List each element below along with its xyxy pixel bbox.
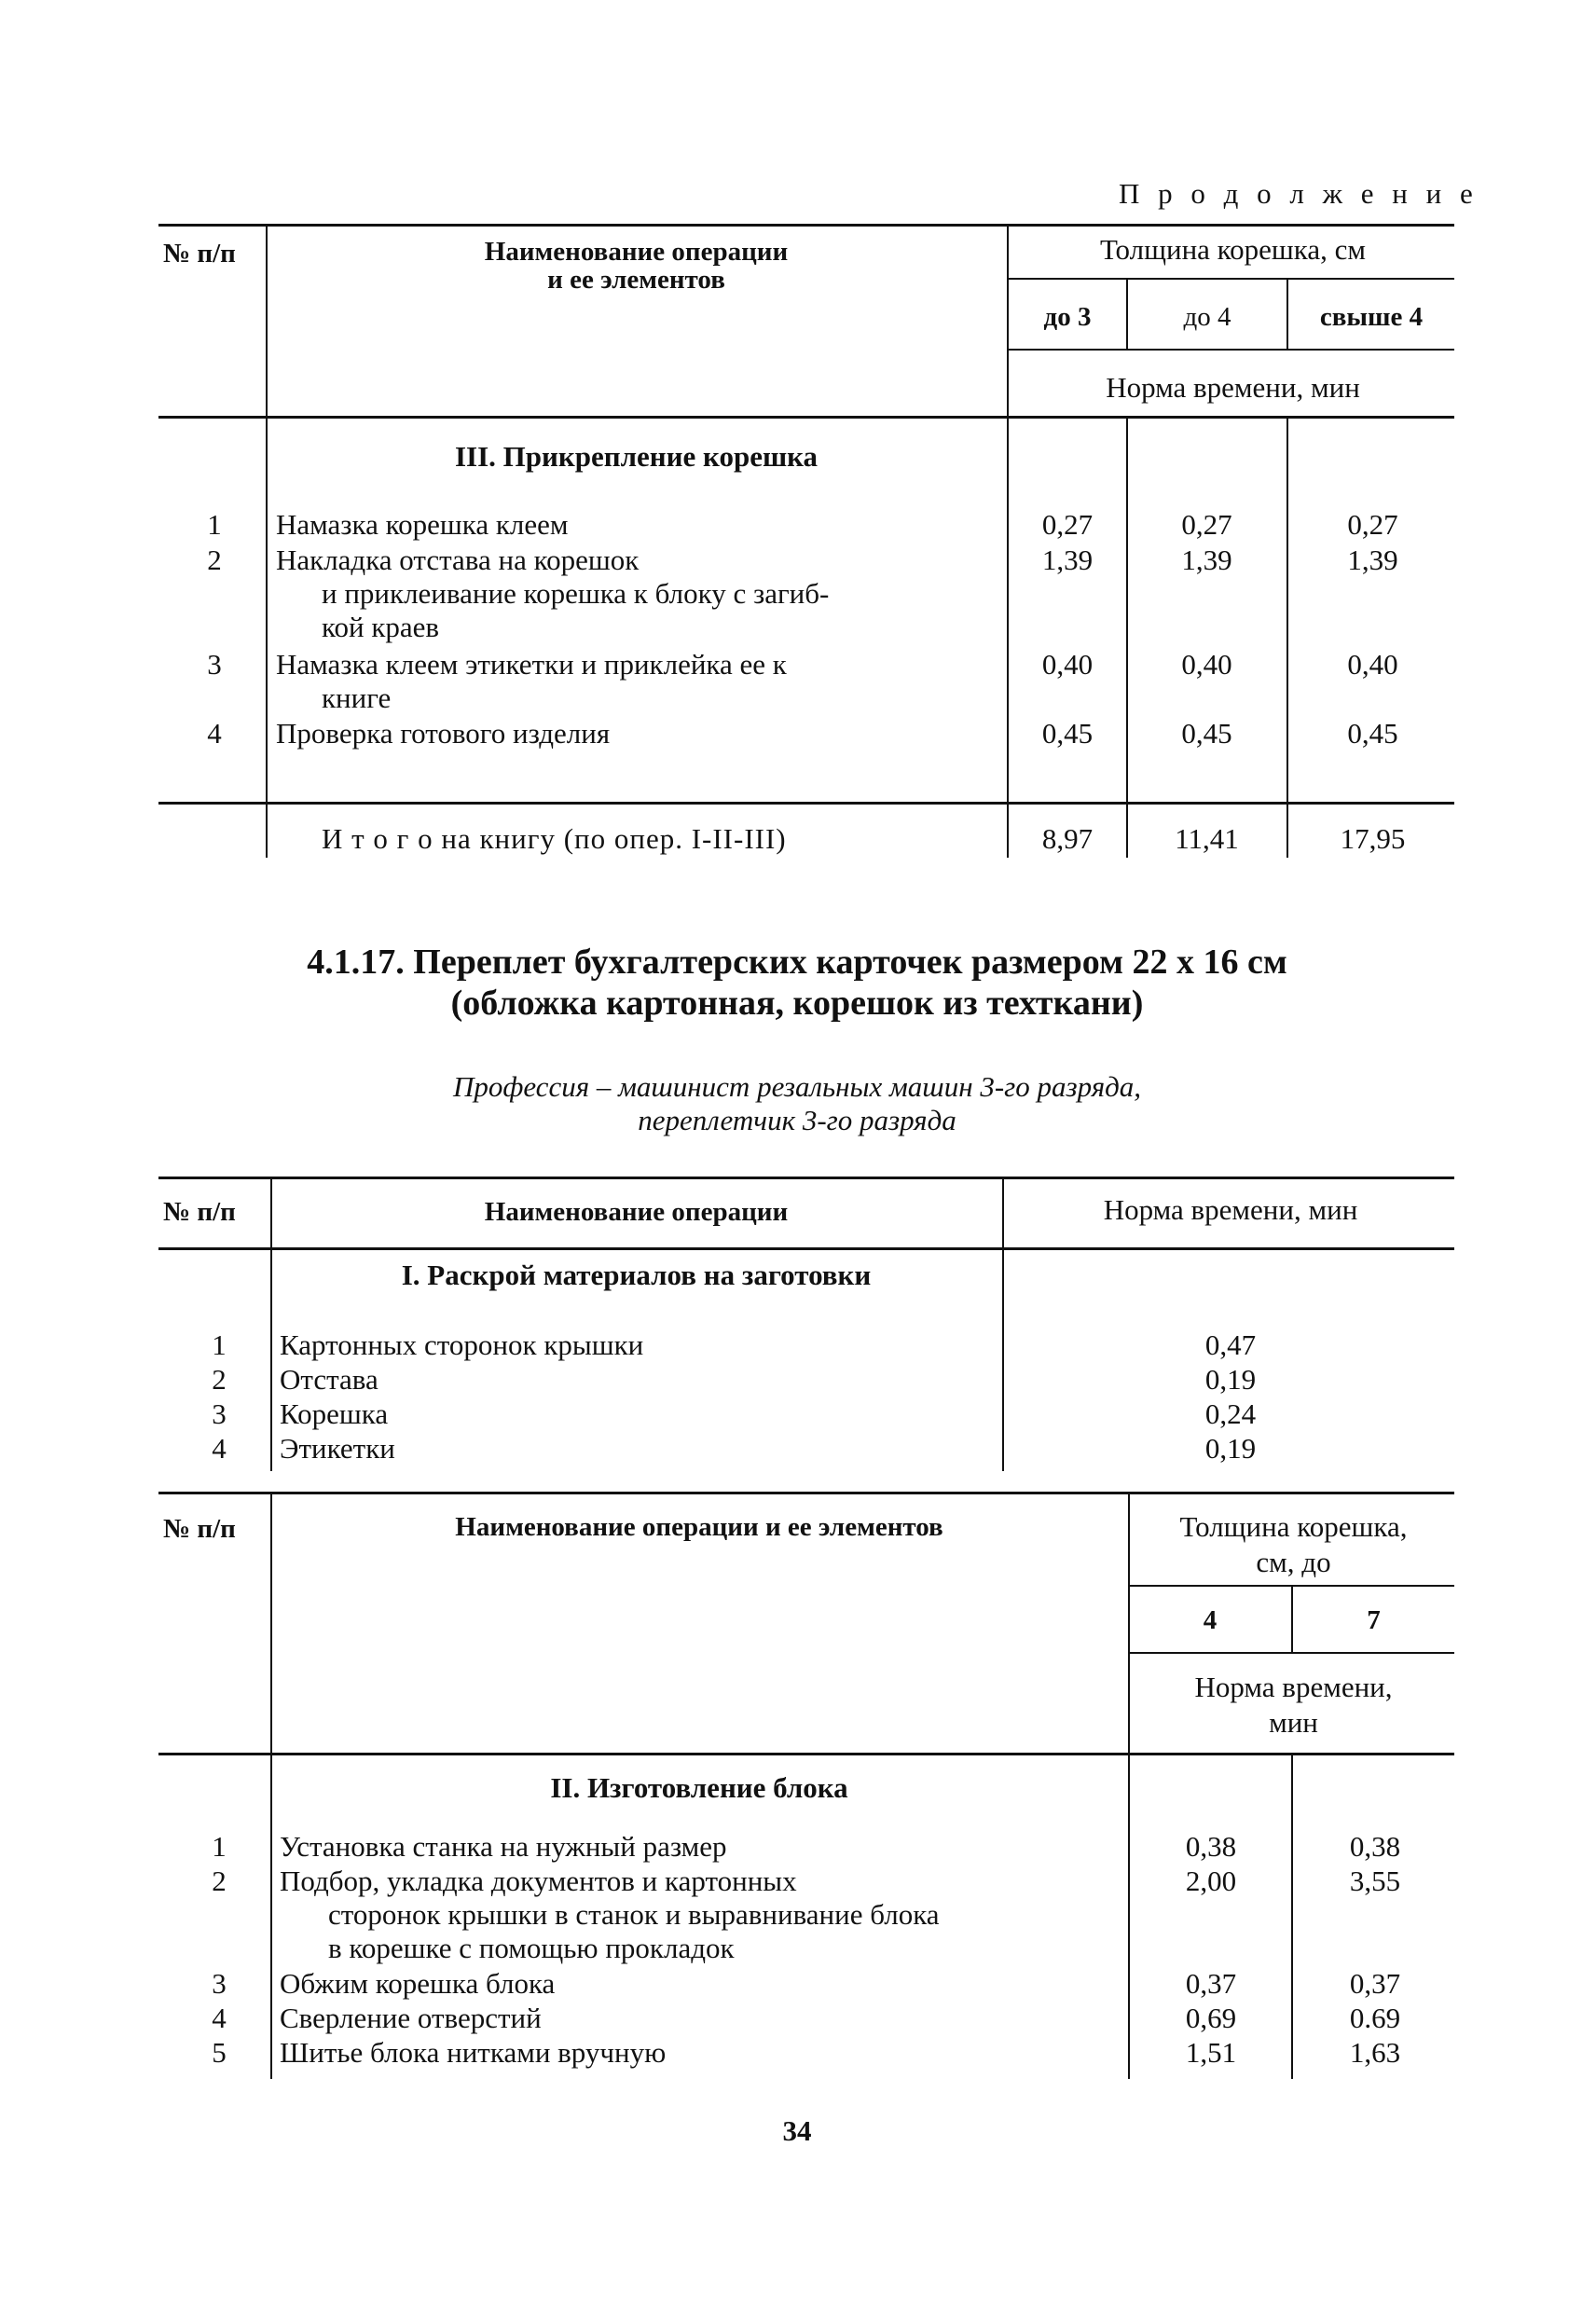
table1-total-label: И т о г о на книгу (по опер. I-II-III) — [322, 822, 787, 855]
table2-col-norm: Норма времени, мин — [1103, 1193, 1358, 1226]
table1-col-name-2: и ее элементов — [547, 265, 725, 295]
table-row-value: 0,69 — [1185, 2002, 1237, 2034]
table2-header-rule — [158, 1247, 1454, 1250]
table-row-value: 0,24 — [1204, 1397, 1257, 1430]
table1-section: III. Прикрепление корешка — [454, 440, 819, 473]
table3-norm-rule — [1128, 1652, 1454, 1654]
table-row-num: 5 — [212, 2036, 227, 2069]
profession-line1: Профессия – машинист резальных машин 3-го разряда, — [452, 1070, 1142, 1103]
profession-line2: переплетчик 3-го разряда — [638, 1104, 956, 1136]
table-row-num: 1 — [207, 508, 222, 541]
table2-top-rule — [158, 1177, 1454, 1179]
continuation-label: П р о д о л ж е н и е — [1119, 177, 1479, 210]
table-row-value: 1,51 — [1185, 2036, 1237, 2069]
table-row-name: сторонок крышки в станок и выравнивание блока — [328, 1898, 940, 1931]
table1-sub-col-3: свыше 4 — [1319, 302, 1424, 332]
table3-col-name: Наименование операции и ее элементов — [455, 1512, 943, 1542]
table-row-name: Установка станка на нужный размер — [280, 1830, 727, 1863]
table-row-value: 0.69 — [1349, 2002, 1401, 2034]
table2-vline-name — [1002, 1177, 1004, 1471]
table-row-name: и приклеивание корешка к блоку с загиб- — [322, 577, 830, 610]
table-row-name: Намазка клеем этикетки и приклейка ее к — [276, 648, 787, 681]
table-row-value: 0,19 — [1204, 1432, 1257, 1465]
table-row-value: 0,38 — [1349, 1830, 1401, 1863]
table1-sub-rule — [1007, 278, 1454, 280]
table-row-name: книге — [322, 681, 392, 714]
page-number: 34 — [782, 2114, 812, 2147]
table2-section: I. Раскрой материалов на заготовки — [401, 1259, 872, 1291]
table-row-value: 2,00 — [1185, 1865, 1237, 1897]
table-row-num: 2 — [212, 1865, 227, 1897]
table-row-name: Проверка готового изделия — [276, 717, 611, 750]
table-row-name: Подбор, укладка документов и картонных — [280, 1865, 797, 1897]
table1-col-thickness: Толщина корешка, см — [1099, 233, 1367, 266]
table-row-name: Намазка корешка клеем — [276, 508, 569, 541]
table3-vline-name — [1128, 1492, 1130, 2079]
table1-norm-rule — [1007, 349, 1454, 351]
table-row-value: 3,55 — [1349, 1865, 1401, 1897]
table-row-value: 0,40 — [1041, 648, 1094, 681]
table-row-num: 2 — [207, 544, 222, 576]
table3-vline-col2-body — [1291, 1753, 1293, 2079]
table3-col-num: № п/п — [163, 1514, 236, 1544]
section-heading-line1: 4.1.17. Переплет бухгалтерских карточек размером 22 х 16 см — [307, 943, 1287, 982]
table-row-value: 1,39 — [1041, 544, 1094, 576]
table-row-value: 1,39 — [1181, 544, 1232, 576]
table3-top-rule — [158, 1492, 1454, 1494]
table-row-value: 0,27 — [1347, 508, 1398, 541]
table-row-value: 0,45 — [1041, 717, 1094, 750]
table-row-name: Картонных сторонок крышки — [280, 1328, 644, 1361]
table-row-value: 0,37 — [1349, 1967, 1401, 2000]
table2-col-num: № п/п — [163, 1197, 236, 1227]
table-row-value: 1,63 — [1349, 2036, 1401, 2069]
section-heading — [140, 942, 1454, 1024]
table-row-num: 1 — [212, 1328, 227, 1361]
table1-col-name-1: Наименование операции — [484, 237, 789, 267]
table3-vline-num — [270, 1492, 272, 2079]
table-row-value: 0,45 — [1181, 717, 1232, 750]
table-row-num: 4 — [212, 1432, 227, 1465]
table3-sub-col-1: 4 — [1203, 1605, 1218, 1635]
table1-sub-col-2: до 4 — [1183, 302, 1231, 332]
table-row-name: Этикетки — [280, 1432, 395, 1465]
table-row-name: Обжим корешка блока — [280, 1967, 556, 2000]
table-row-num: 2 — [212, 1363, 227, 1396]
table1-total-rule — [158, 802, 1454, 805]
table-row-value: 0,38 — [1185, 1830, 1237, 1863]
table-row-value: 0,27 — [1041, 508, 1094, 541]
table-row-name: в корешке с помощью прокладок — [328, 1932, 735, 1964]
table3-section: II. Изготовление блока — [550, 1771, 848, 1804]
table3-col-thickness-1: Толщина корешка, — [1179, 1510, 1408, 1543]
table2-vline-num — [270, 1177, 272, 1471]
table1-total-value: 8,97 — [1041, 822, 1094, 855]
table1-norm-label: Норма времени, мин — [1106, 371, 1360, 404]
table3-norm-1: Норма времени, — [1194, 1671, 1393, 1703]
table1-vline-num — [266, 224, 268, 858]
table-row-name: Накладка отстава на корешок — [276, 544, 640, 576]
table-row-name: Сверление отверстий — [280, 2002, 542, 2034]
table-row-name: кой краев — [322, 611, 440, 643]
table-row-name: Шитье блока нитками вручную — [280, 2036, 667, 2069]
table-row-num: 3 — [212, 1397, 227, 1430]
table1-total-value: 11,41 — [1175, 822, 1239, 855]
table-row-value: 0,19 — [1204, 1363, 1257, 1396]
table-row-num: 1 — [212, 1830, 227, 1863]
table1-top-rule — [158, 224, 1454, 227]
table1-total-value: 17,95 — [1340, 822, 1406, 855]
table1-sub-col-1: до 3 — [1043, 302, 1092, 332]
table-row-num: 3 — [212, 1967, 227, 2000]
section-heading-line2: (обложка картонная, корешок из техткани) — [450, 984, 1144, 1023]
table1-vline-col2-body — [1126, 416, 1128, 858]
table2-col-name: Наименование операции — [484, 1197, 789, 1227]
table-row-num: 4 — [212, 2002, 227, 2034]
table1-header-rule — [158, 416, 1454, 419]
table1-vline-col3-body — [1286, 416, 1288, 858]
table-row-value: 1,39 — [1347, 544, 1398, 576]
table1-col-num: № п/п — [163, 239, 236, 268]
table-row-value: 0,40 — [1181, 648, 1232, 681]
table-row-num: 3 — [207, 648, 222, 681]
profession-note — [140, 1070, 1454, 1137]
table-row-value: 0,27 — [1181, 508, 1232, 541]
table3-col-thickness-2: см, до — [1256, 1546, 1331, 1578]
table-row-value: 0,45 — [1347, 717, 1398, 750]
table-row-name: Отстава — [280, 1363, 378, 1396]
table3-sub-col-2: 7 — [1367, 1605, 1381, 1635]
table3-header-rule — [158, 1753, 1454, 1755]
table-row-name: Корешка — [280, 1397, 389, 1430]
table-row-value: 0,37 — [1185, 1967, 1237, 2000]
table-row-num: 4 — [207, 717, 222, 750]
table-row-value: 0,47 — [1204, 1328, 1257, 1361]
table-row-value: 0,40 — [1347, 648, 1398, 681]
table3-norm-2: мин — [1269, 1706, 1318, 1739]
